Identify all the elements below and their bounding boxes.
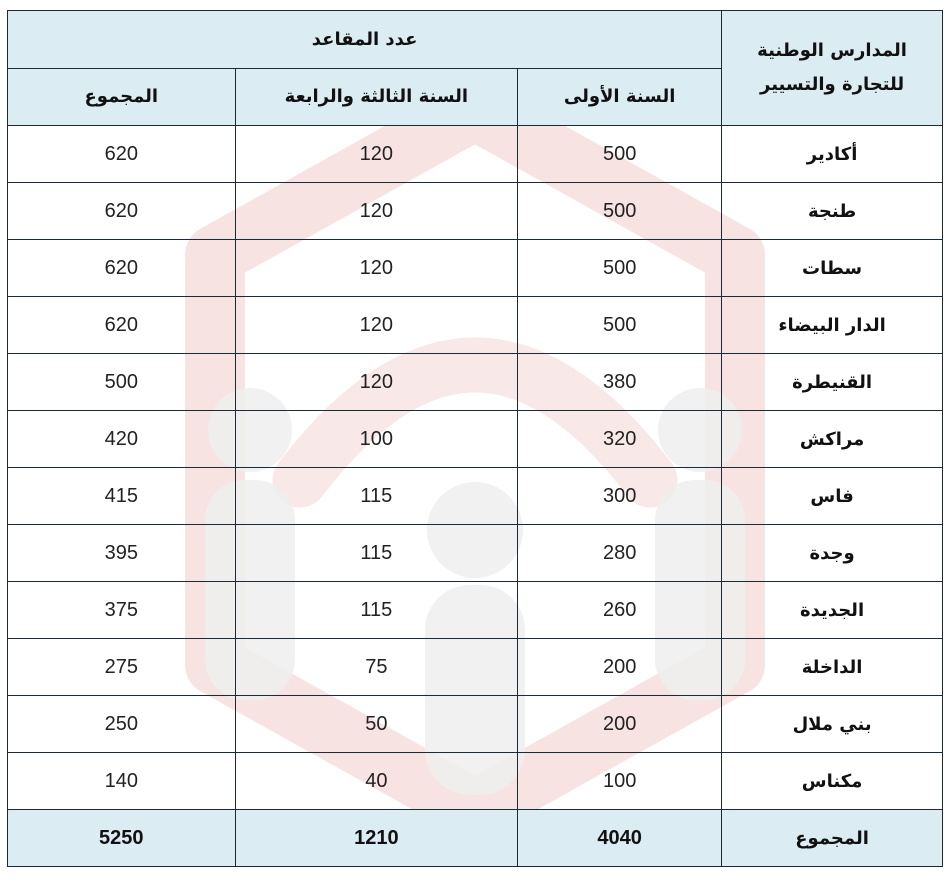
- row-total-cell: 620: [8, 297, 236, 354]
- seats-group-header: [8, 11, 722, 69]
- first-year-cell: 200: [518, 639, 722, 696]
- row-total-cell: 415: [8, 468, 236, 525]
- table-row: [8, 753, 943, 810]
- school-name-cell: فاس: [722, 468, 943, 525]
- school-name-cell: مكناس: [722, 753, 943, 810]
- school-name-cell: الداخلة: [722, 639, 943, 696]
- third-fourth-year-cell: 40: [235, 753, 518, 810]
- table-row: [8, 696, 943, 753]
- table-row: [8, 297, 943, 354]
- seats-group-label: عدد المقاعد: [311, 28, 418, 50]
- row-total-cell: 500: [8, 354, 236, 411]
- school-name-cell: سطات: [722, 240, 943, 297]
- table-row: [8, 183, 943, 240]
- school-name-cell: الجديدة: [722, 582, 943, 639]
- third-fourth-year-cell: 50: [235, 696, 518, 753]
- row-total-cell: 395: [8, 525, 236, 582]
- table-row: [8, 468, 943, 525]
- row-total-cell: 375: [8, 582, 236, 639]
- totals-row: [8, 810, 943, 867]
- school-name-cell: القنيطرة: [722, 354, 943, 411]
- third-fourth-year-cell: 120: [235, 126, 518, 183]
- school-name-cell: مراكش: [722, 411, 943, 468]
- third-fourth-year-cell: 75: [235, 639, 518, 696]
- row-total-cell: 620: [8, 126, 236, 183]
- first-year-cell: 500: [518, 240, 722, 297]
- third-fourth-year-cell: 120: [235, 240, 518, 297]
- third-fourth-year-cell: 120: [235, 183, 518, 240]
- first-year-cell: 320: [518, 411, 722, 468]
- first-year-cell: 500: [518, 126, 722, 183]
- first-year-cell: 380: [518, 354, 722, 411]
- third-fourth-year-cell: 115: [235, 468, 518, 525]
- table-row: [8, 411, 943, 468]
- school-name-cell: وجدة: [722, 525, 943, 582]
- third-fourth-year-cell: 115: [235, 582, 518, 639]
- seats-table: [7, 10, 943, 867]
- school-column-label: المدارس الوطنية للتجارة والتسيير: [757, 40, 907, 95]
- table-row: [8, 354, 943, 411]
- row-total-cell: 620: [8, 183, 236, 240]
- first-year-cell: 100: [518, 753, 722, 810]
- table-row: [8, 240, 943, 297]
- first-year-cell: 260: [518, 582, 722, 639]
- total-column-header: المجموع: [8, 68, 236, 126]
- row-total-cell: 140: [8, 753, 236, 810]
- school-name-cell: الدار البيضاء: [722, 297, 943, 354]
- third-fourth-year-header: السنة الثالثة والرابعة: [235, 68, 518, 126]
- first-year-header: السنة الأولى: [518, 68, 722, 126]
- first-year-cell: 200: [518, 696, 722, 753]
- third-fourth-year-cell: 120: [235, 297, 518, 354]
- table-row: [8, 639, 943, 696]
- first-year-cell: 500: [518, 183, 722, 240]
- table-row: [8, 126, 943, 183]
- first-year-cell: 500: [518, 297, 722, 354]
- first-year-cell: 280: [518, 525, 722, 582]
- third-fourth-year-cell: 100: [235, 411, 518, 468]
- first-year-cell: 300: [518, 468, 722, 525]
- row-total-cell: 420: [8, 411, 236, 468]
- third-fourth-year-cell: 115: [235, 525, 518, 582]
- row-total-cell: 275: [8, 639, 236, 696]
- totals-label: المجموع: [722, 810, 943, 867]
- third-fourth-year-cell: 120: [235, 354, 518, 411]
- row-total-cell: 250: [8, 696, 236, 753]
- school-name-cell: أكادير: [722, 126, 943, 183]
- grand-total: 5250: [8, 810, 236, 867]
- table-row: [8, 582, 943, 639]
- school-column-header: [722, 11, 943, 126]
- table-row: [8, 525, 943, 582]
- school-name-cell: طنجة: [722, 183, 943, 240]
- total-first-year: 4040: [518, 810, 722, 867]
- row-total-cell: 620: [8, 240, 236, 297]
- school-name-cell: بني ملال: [722, 696, 943, 753]
- header-row: [8, 11, 943, 69]
- total-third-fourth-year: 1210: [235, 810, 518, 867]
